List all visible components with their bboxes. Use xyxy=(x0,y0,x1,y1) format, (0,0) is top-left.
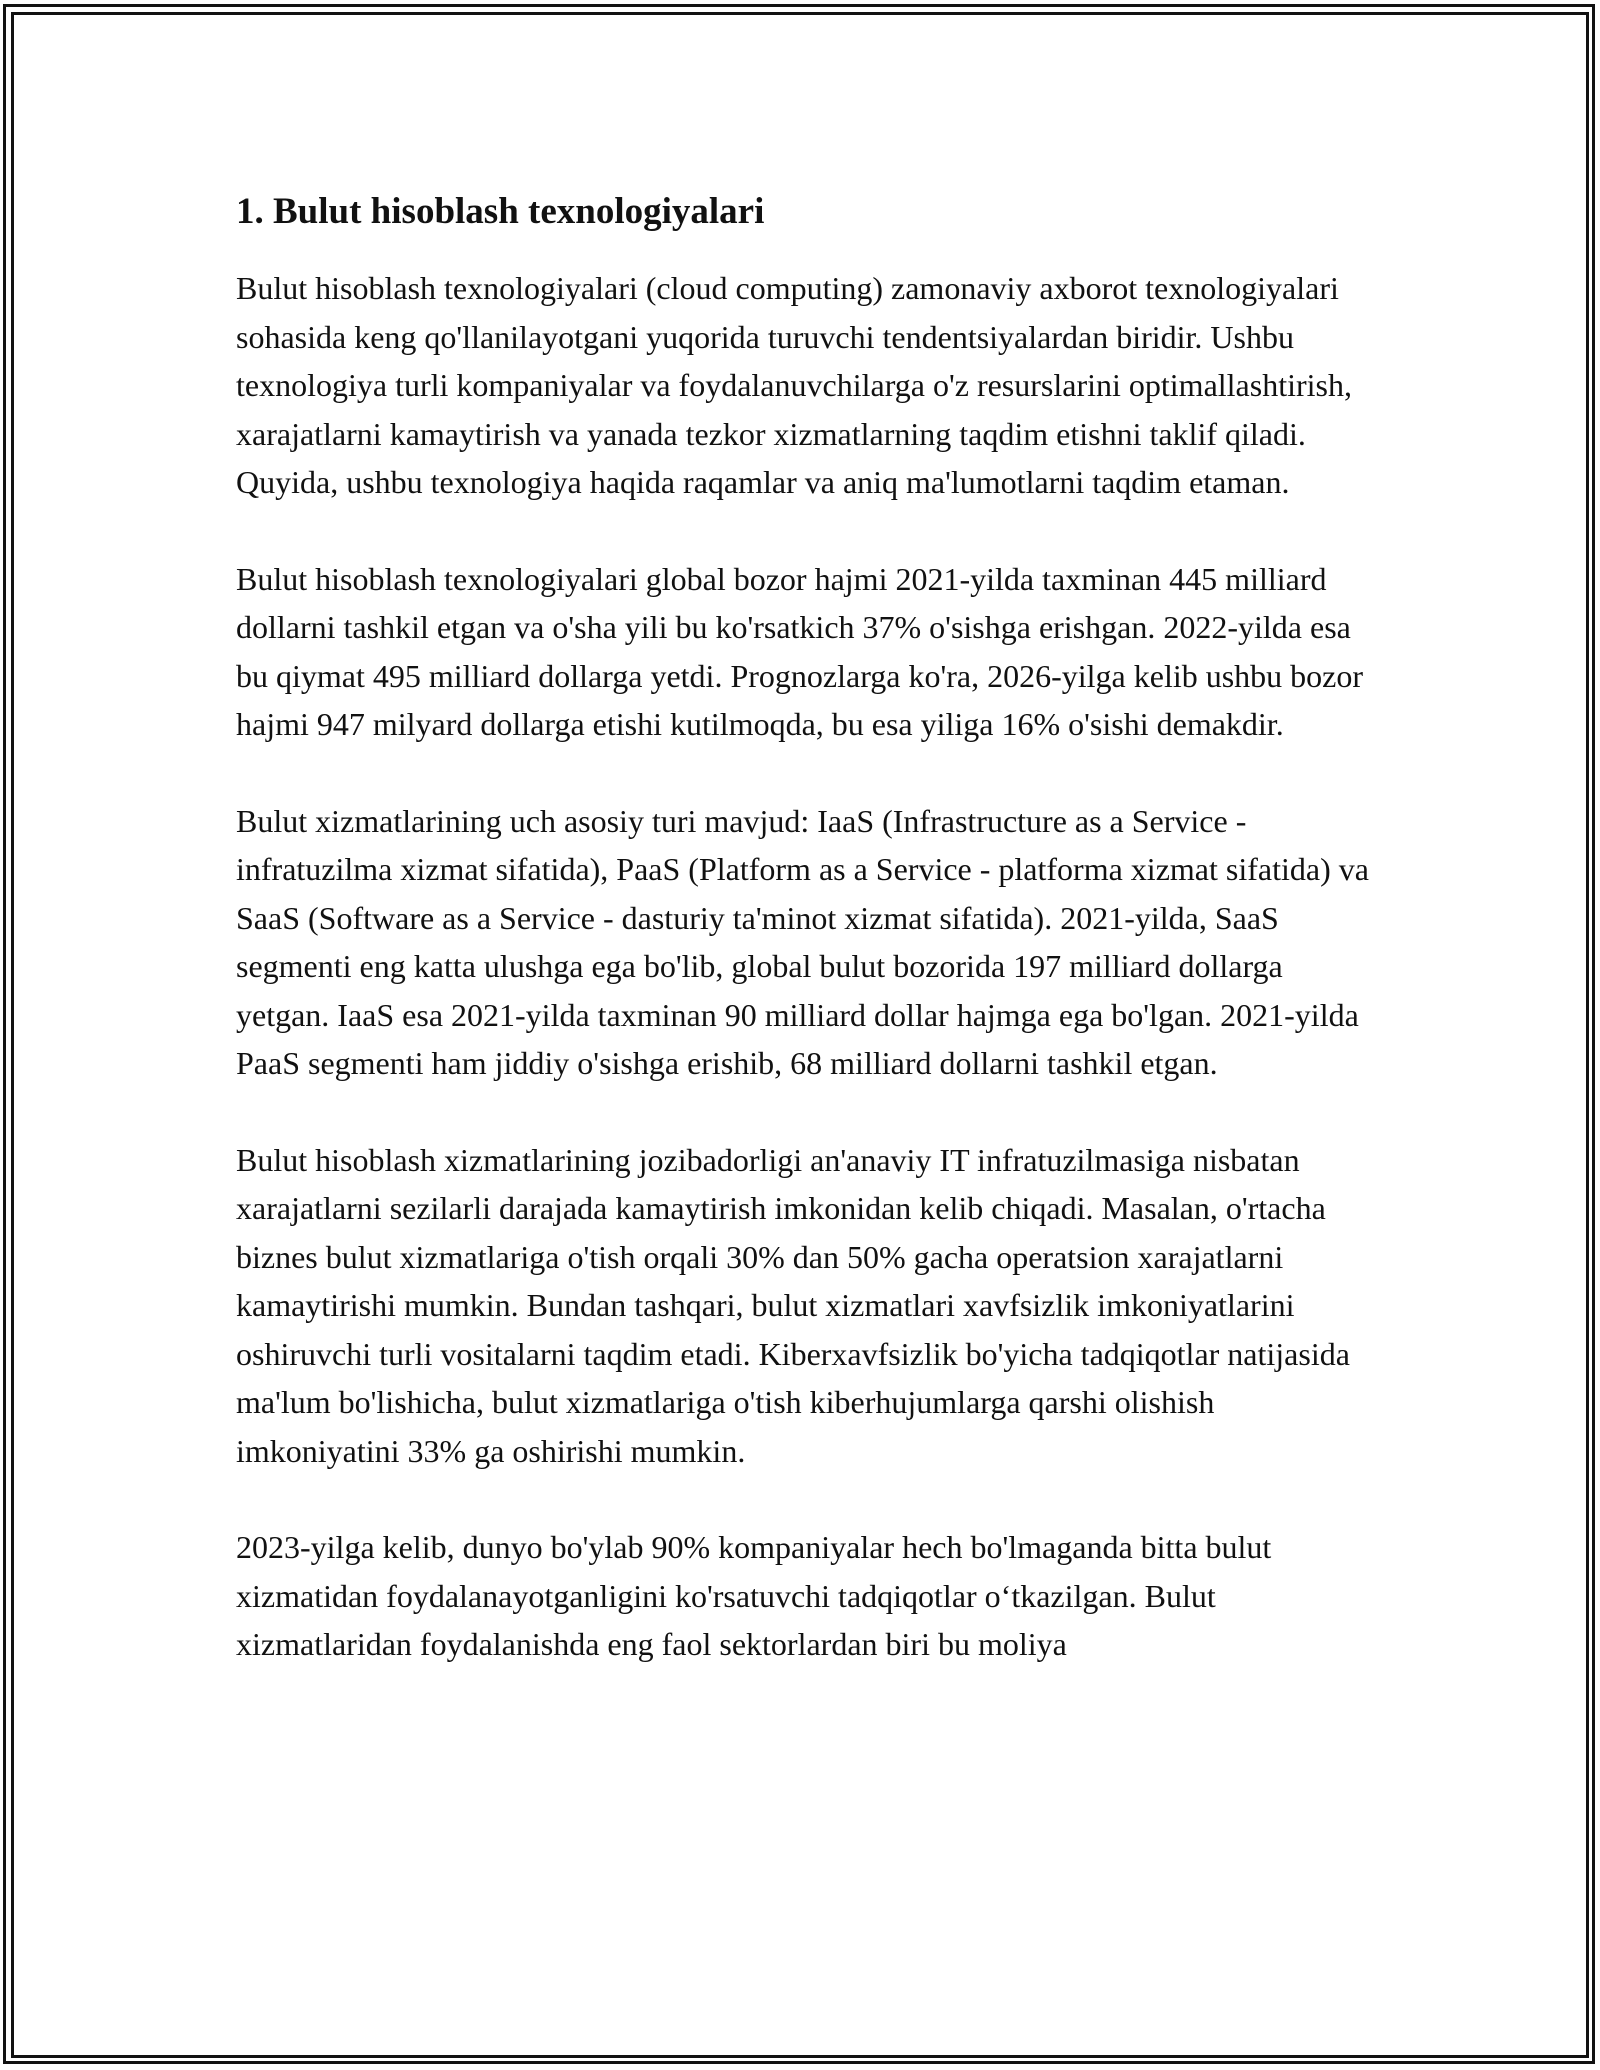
document-body xyxy=(236,186,1381,1717)
section-heading: 1. Bulut hisoblash texnologiyalari xyxy=(236,191,765,232)
paragraph-cost-benefits: Bulut hisoblash xizmatlarining jozibadorligi an'anaviy IT infratuzilmasiga nisbatan xarajatlarni sezilarli darajada kamaytirish imkonidan kelib chiqadi. Masalan, o'rtacha biznes bulut xizmatlariga o'tish orqali 30% dan 50% gacha operatsion xarajatlarni kamaytirishi mumkin. Bundan tashqari, bulut xizmatlari xavfsizlik imkoniyatlarini oshiruvchi turli vositalarni taqdim etadi. Kiberxavfsizlik bo'yicha tadqiqotlar natijasida ma'lum bo'lishicha, bulut xizmatlariga o'tish kiberhujumlarga qarshi olishish imkoniyatini 33% ga oshirishi mumkin. xyxy=(236,1141,1350,1469)
paragraph-adoption: 2023-yilga kelib, dunyo bo'ylab 90% kompaniyalar hech bo'lmaganda bitta bulut xizmatidan foydalanayotganligini ko'rsatuvchi tadqiqotlar o‘tkazilgan. Bulut xizmatlaridan foydalanishda eng faol sektorlardan biri bu moliya xyxy=(236,1529,1272,1662)
paragraph-service-types: Bulut xizmatlarining uch asosiy turi mavjud: IaaS (Infrastructure as a Service - infratuzilma xizmat sifatida), PaaS (Platform as a Service - platforma xizmat sifatida) va SaaS (Software as a Service - dasturiy ta'minot xizmat sifatida). 2021-yilda, SaaS segmenti eng katta ulushga ega bo'lib, global bulut bozorida 197 milliard dollarga yetgan. IaaS esa 2021-yilda taxminan 90 milliard dollar hajmga ega bo'lgan. 2021-yilda PaaS segmenti ham jiddiy o'sishga erishib, 68 milliard dollarni tashkil etgan. xyxy=(236,802,1369,1081)
paragraph-market-size: Bulut hisoblash texnologiyalari global bozor hajmi 2021-yilda taxminan 445 milliard dollarni tashkil etgan va o'sha yili bu ko'rsatkich 37% o'sishga erishgan. 2022-yilda esa bu qiymat 495 milliard dollarga yetdi. Prognozlarga ko'ra, 2026-yilga kelib ushbu bozor hajmi 947 milyard dollarga etishi kutilmoqda, bu esa yiliga 16% o'sishi demakdir. xyxy=(236,560,1364,742)
paragraph-intro: Bulut hisoblash texnologiyalari (cloud computing) zamonaviy axborot texnologiyalari sohasida keng qo'llanilayotgani yuqorida turuvchi tendentsiyalardan biridir. Ushbu texnologiya turli kompaniyalar va foydalanuvchilarga o'z resurslarini optimallashtirish, xarajatlarni kamaytirish va yanada tezkor xizmatlarning taqdim etishni taklif qiladi. Quyida, ushbu texnologiya haqida raqamlar va aniq ma'lumotlarni taqdim etaman. xyxy=(236,270,1352,500)
